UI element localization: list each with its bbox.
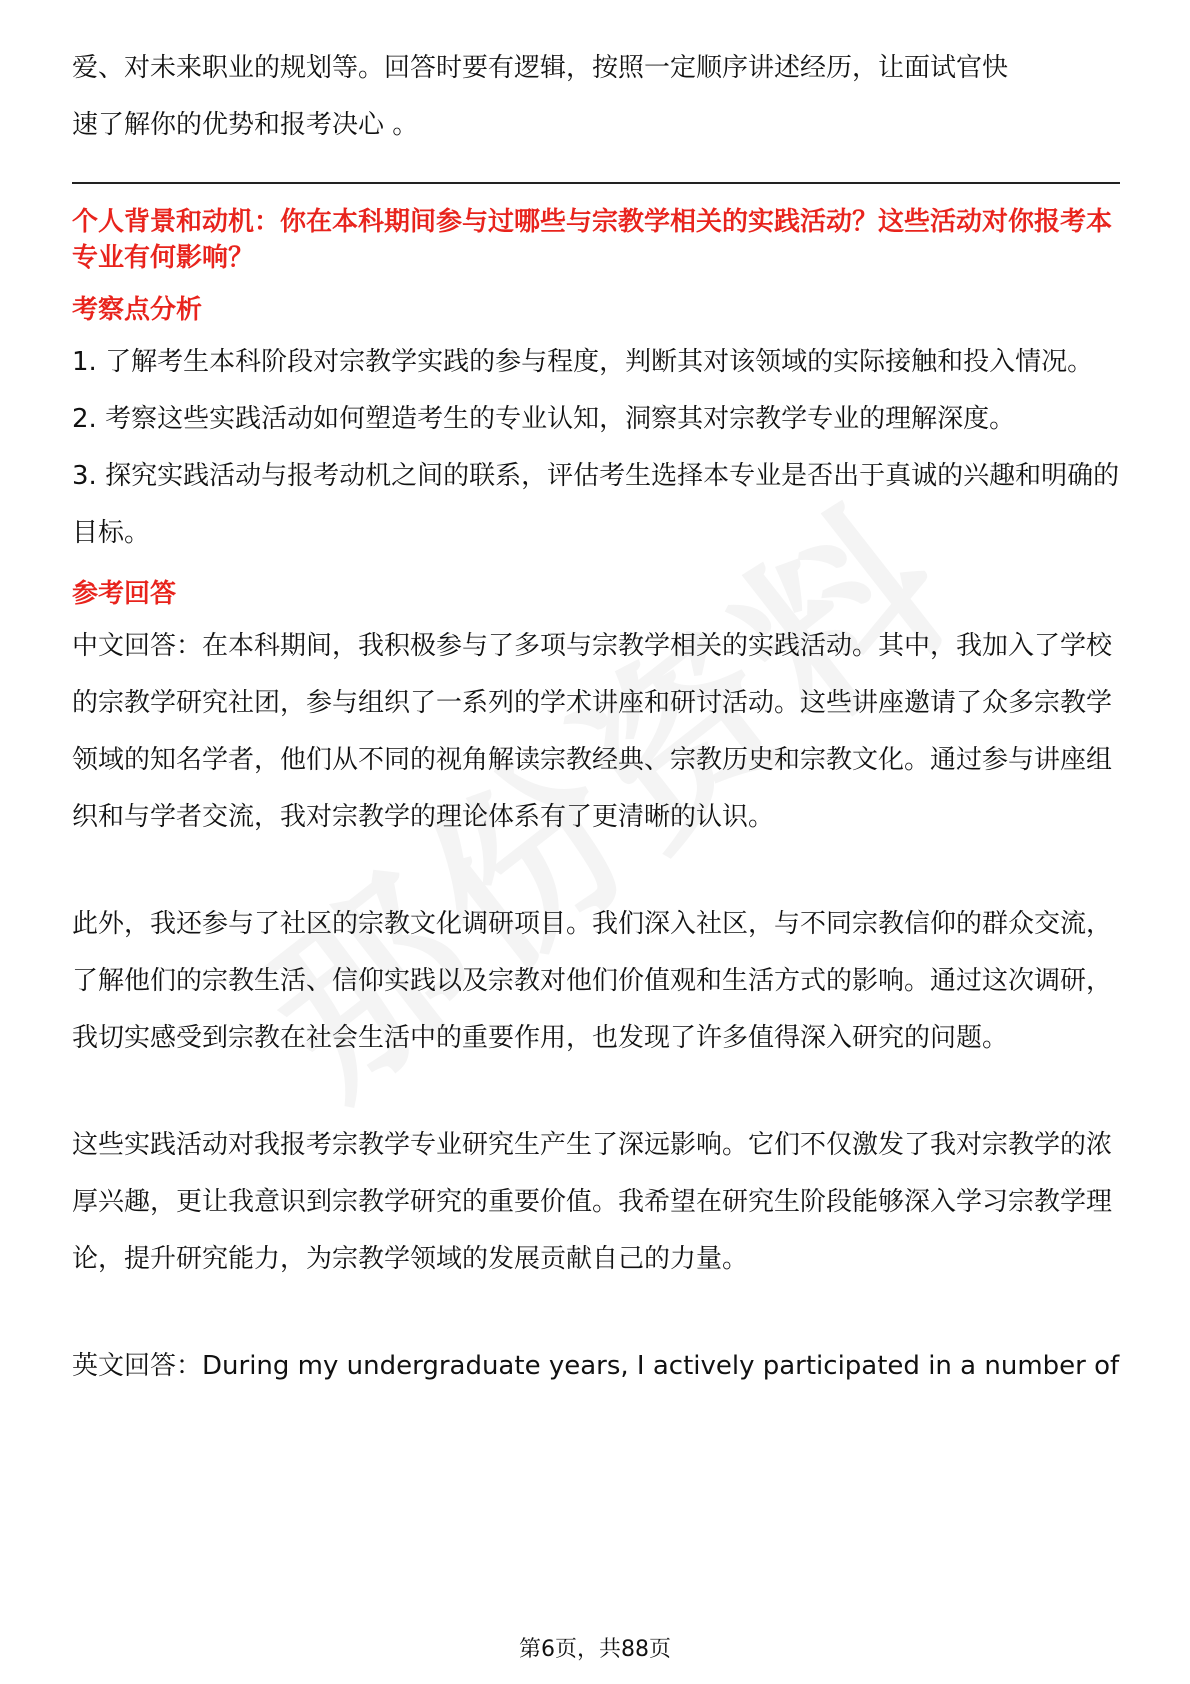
analysis-item: 2. 考察这些实践活动如何塑造考生的专业认知，洞察其对宗教学专业的理解深度。 — [72, 404, 1016, 434]
divider — [72, 182, 1120, 184]
analysis-item: 1. 了解考生本科阶段对宗教学实践的参与程度，判断其对该领域的实际接触和投入情况。 — [72, 347, 1094, 377]
page-content — [72, 40, 1120, 1395]
reference-paragraph: 中文回答：在本科期间，我积极参与了多项与宗教学相关的实践活动。其中，我加入了学校的宗教学研究社团，参与组织了一系列的学术讲座和研讨活动。这些讲座邀请了众多宗教学领域的知名学者，他们从不同的视角解读宗教经典、宗教历史和宗教文化。通过参与讲座组织和与学者交流，我对宗教学的理论体系有了更清晰的认识。 — [72, 631, 1113, 832]
analysis-item: 3. 探究实践活动与报考动机之间的联系，评估考生选择本专业是否出于真诚的兴趣和明确的目标。 — [72, 461, 1120, 548]
spacer — [72, 1288, 1120, 1338]
page-number: 第6页，共88页 — [519, 1637, 671, 1662]
reference-title: 参考回答 — [72, 579, 177, 609]
reference-paragraph: 此外，我还参与了社区的宗教文化调研项目。我们深入社区，与不同宗教信仰的群众交流，了解他们的宗教生活、信仰实践以及宗教对他们价值观和生活方式的影响。通过这次调研，我切实感受到宗教在社会生活中的重要作用，也发现了许多值得深入研究的问题。 — [72, 909, 1113, 1053]
question-heading: 个人背景和动机：你在本科期间参与过哪些与宗教学相关的实践活动？这些活动对你报考本专业有何影响？ — [72, 207, 1113, 273]
intro-line-2: 速了解你的优势和报考决心 。 — [72, 110, 419, 140]
intro-line-1: 爱、对未来职业的规划等。回答时要有逻辑，按照一定顺序讲述经历，让面试官快 — [72, 53, 1009, 83]
reference-paragraph-english: 英文回答：During my undergraduate years, I actively participated in a number of — [72, 1351, 1120, 1381]
analysis-title: 考察点分析 — [72, 295, 203, 325]
spacer — [72, 562, 1120, 570]
spacer — [72, 846, 1120, 896]
spacer — [72, 1067, 1120, 1117]
reference-paragraph: 这些实践活动对我报考宗教学专业研究生产生了深远影响。它们不仅激发了我对宗教学的浓厚兴趣，更让我意识到宗教学研究的重要价值。我希望在研究生阶段能够深入学习宗教学理论，提升研究能力，为宗教学领域的发展贡献自己的力量。 — [72, 1130, 1113, 1274]
